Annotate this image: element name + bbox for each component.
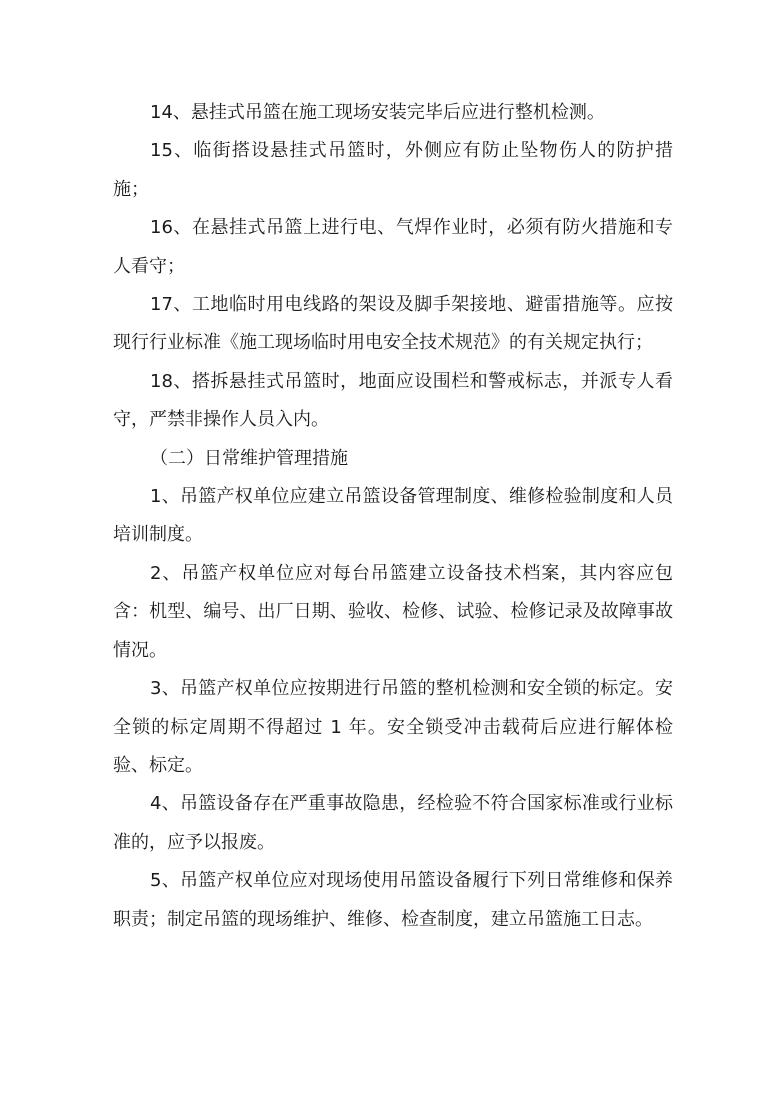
paragraph-item-4: 4、吊篮设备存在严重事故隐患，经检验不符合国家标准或行业标准的，应予以报废。 [113,793,673,853]
document-body [113,94,673,939]
paragraph-item-18: 18、搭拆悬挂式吊篮时，地面应设围栏和警戒标志，并派专人看守，严禁非操作人员入内。 [113,370,673,431]
paragraph-item-17: 17、工地临时用电线路的架设及脚手架接地、避雷措施等。应按现行行业标准《施工现场临时用电安全技术规范》的有关规定执行； [113,294,673,354]
paragraph-item-1: 1、吊篮产权单位应建立吊篮设备管理制度、维修检验制度和人员培训制度。 [113,486,673,546]
paragraph-item-5: 5、吊篮产权单位应对现场使用吊篮设备履行下列日常维修和保养职责；制定吊篮的现场维护、维修、检查制度，建立吊篮施工日志。 [113,870,673,930]
section-heading: （二）日常维护管理措施 [150,447,348,469]
paragraph-item-3: 3、吊篮产权单位应按期进行吊篮的整机检测和安全锁的标定。安全锁的标定周期不得超过 1 年。安全锁受冲击载荷后应进行解体检验、标定。 [113,678,673,776]
paragraph-item-15: 15、临街搭设悬挂式吊篮时，外侧应有防止坠物伤人的防护措施； [113,140,673,200]
paragraph-item-16: 16、在悬挂式吊篮上进行电、气焊作业时，必须有防火措施和专人看守； [113,217,673,277]
paragraph-item-14: 14、悬挂式吊篮在施工现场安装完毕后应进行整机检测。 [150,102,605,123]
paragraph-item-2: 2、吊篮产权单位应对每台吊篮建立设备技术档案，其内容应包含：机型、编号、出厂日期、验收、检修、试验、检修记录及故障事故情况。 [113,562,673,661]
